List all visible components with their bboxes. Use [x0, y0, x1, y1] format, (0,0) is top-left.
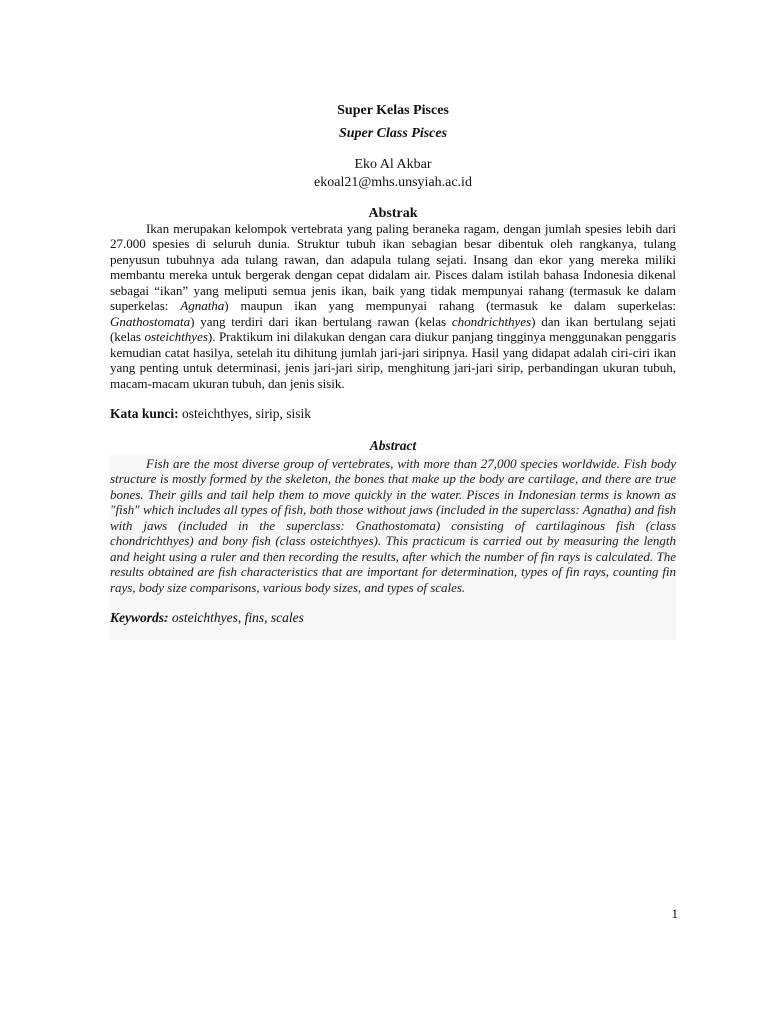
abstrak-text-1: Ikan merupakan kelompok vertebrata yang paling beraneka ragam, dengan jumlah spesies lebih dari 27.000 spesies di seluruh dunia. Struktur tubuh ikan sebagian besar dibentuk oleh rangkanya, tulang penyusun tubuhnya ada tulang rawan, dan adapula tulang sejati. Insang dan ekor yang mereka miliki membantu mereka untuk bergerak dengan cepat didalam air. Pisces dalam istilah bahasa Indonesia dikenal sebagai “ikan” yang meliputi semua jenis ikan, baik yang tidak mempunyai rahang (termasuk ke dalam superkelas: — [110, 221, 676, 314]
paper-subtitle: Super Class Pisces — [338, 126, 448, 141]
abstrak-text-4: ) dan ikan bertulang sejati (kelas — [110, 313, 676, 345]
abstrak-term-chondrichthyes: chondrichthyes — [451, 313, 532, 329]
abstract-text: Fish are the most diverse group of vertebrates, with more than 27,000 species worldwide. Fish body structure is mostly formed by the skeleton, the bones that make up the body are cartilage, and there are true bones. Their gills and tail help them to move quickly in the water. Pisces in Indonesian terms is known as "fish" which includes all types of fish, both those without jaws (included in the superclass: Agnatha) and fish with jaws (included in the superclass: Gnathostomata) consisting of cartilaginous fish (class chondrichthyes) and bony fish (class osteichthyes). This practicum is carried out by measuring the length and height using a ruler and then recording the results, after which the number of fin rays is calculated. The results obtained are fish characteristics that are important for determination, types of fin rays, counting fin rays, body size comparisons, various body sizes, and types of scales. — [110, 456, 676, 595]
kata-kunci — [110, 406, 676, 422]
abstract-heading: Abstract — [369, 438, 417, 453]
author-email: ekoal21@mhs.unsyiah.ac.id — [314, 175, 472, 190]
abstrak-term-osteichthyes: osteichthyes — [144, 329, 208, 345]
paper-title: Super Kelas Pisces — [337, 103, 449, 118]
abstrak-text-2: ) maupun ikan yang mempunyai rahang (termasuk ke dalam superkelas: — [224, 298, 676, 314]
abstrak-heading: Abstrak — [368, 206, 418, 221]
keywords — [110, 610, 676, 626]
page-number: 1 — [671, 906, 678, 921]
abstrak-text-3: ) yang terdiri dari ikan bertulang rawan (kelas — [190, 313, 452, 329]
kata-kunci-label: Kata kunci: — [110, 406, 179, 421]
kata-kunci-values: osteichthyes, sirip, sisik — [178, 406, 312, 421]
abstrak-paragraph — [110, 221, 676, 391]
abstrak-term-agnatha: Agnatha — [180, 298, 225, 314]
abstrak-text-5: ). Praktikum ini dilakukan dengan cara diukur panjang tingginya menggunakan penggaris kemudian catat hasilya, setelah itu dihitung jumlah jari-jari siripnya. Hasil yang didapat adalah ciri-ciri ikan yang penting untuk determinasi, jenis jari-jari sirip, menghitung jari-jari sirip, perbandingan ukuran tubuh, macam-macam ukuran tubuh, dan jenis sisik. — [110, 329, 676, 391]
abstrak-term-gnathostomata: Gnathostomata — [110, 313, 191, 329]
abstract-paragraph — [110, 456, 676, 595]
keywords-label: Keywords: — [110, 610, 169, 625]
keywords-values: osteichthyes, fins, scales — [168, 610, 304, 625]
author-name: Eko Al Akbar — [354, 157, 432, 172]
